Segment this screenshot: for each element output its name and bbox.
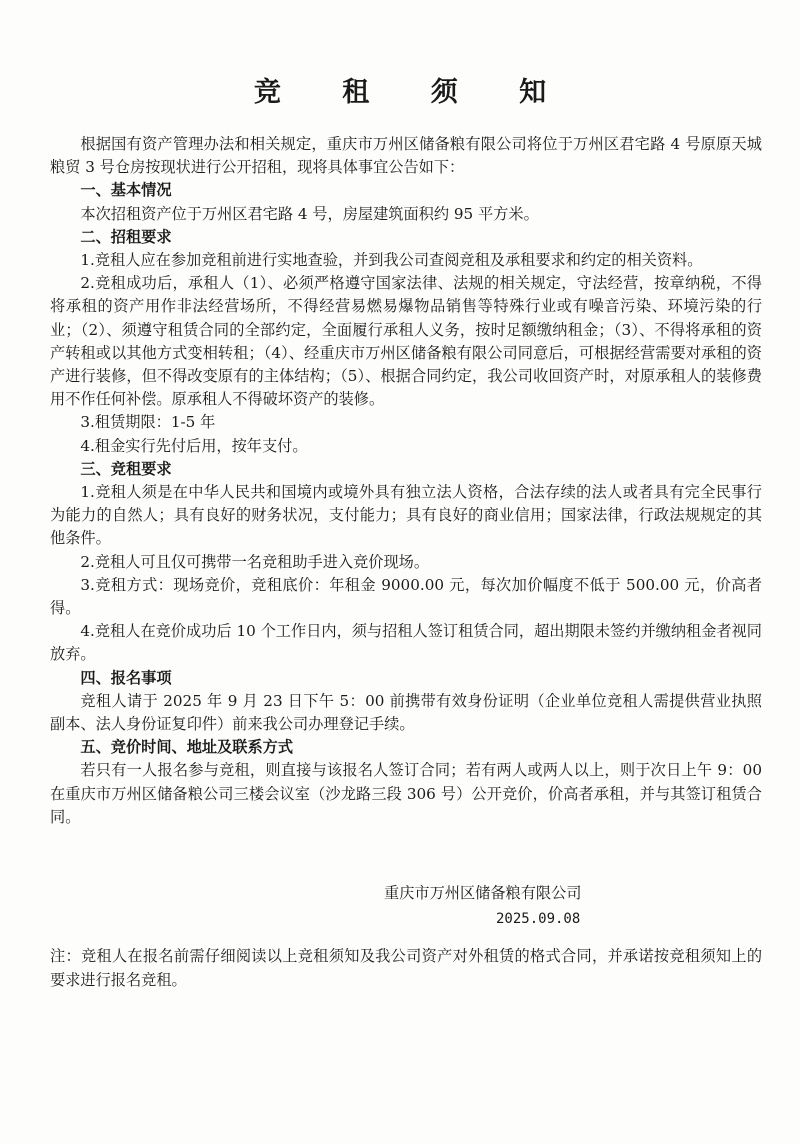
signature-company: 重庆市万州区储备粮有限公司 [384, 884, 582, 902]
section-heading-rental-requirements: 二、招租要求 [80, 227, 172, 246]
bidding-requirement-4: 4.竞租人在竞价成功后 10 个工作日内，须与招租人签订租赁合同，超出期限未签约并缴纳租金者视同放弃。 [50, 622, 762, 664]
section-heading-registration: 四、报名事项 [80, 668, 172, 687]
section-heading-bidding-requirements: 三、竞租要求 [80, 459, 172, 478]
rental-requirement-2: 2.竞租成功后，承租人（1）、必须严格遵守国家法律、法规的相关规定，守法经营，按章纳税，不得将承租的资产用作非法经营场所，不得经营易燃易爆物品销售等特殊行业或有噪音污染、环境污染的行业；（2）、须遵守租赁合同的全部约定，全面履行承租人义务，按时足额缴纳租金；（3）、不得将承租的资产转租或以其他方式变相转租；（4）、经重庆市万州区储备粮有限公司同意后，可根据经营需要对承租的资产进行装修，但不得改变原有的主体结构；（5）、根据合同约定，我公司收回资产时，对原承租人的装修费用不作任何补偿。原承租人不得破坏资产的装修。 [50, 274, 762, 409]
section-basic-info-paragraph: 本次招租资产位于万州区君宅路 4 号，房屋建筑面积约 95 平方米。 [80, 204, 539, 223]
document-body [50, 133, 762, 829]
bidding-requirement-3: 3.竞租方式：现场竞价，竞租底价：年租金 9000.00 元，每次加价幅度不低于 500.00 元，价高者得。 [50, 575, 762, 618]
section-heading-bidding-time-place: 五、竞价时间、地址及联系方式 [80, 738, 294, 757]
intro-paragraph: 根据国有资产管理办法和相关规定，重庆市万州区储备粮有限公司将位于万州区君宅路 4 号原原天城粮贸 3 号仓房按现状进行公开招租，现将具体事宜公告如下： [50, 135, 762, 177]
section-heading-basic-info: 一、基本情况 [80, 181, 172, 200]
rental-requirement-4: 4.租金实行先付后用，按年支付。 [80, 436, 308, 455]
bidding-requirement-1: 1.竞租人须是在中华人民共和国境内或境外具有独立法人资格，合法存续的法人或者具有完全民事行为能力的自然人；具有良好的财务状况，支付能力；具有良好的商业信用；国家法律，行政法规规定的其他条件。 [50, 483, 762, 548]
signature-date: 2025.09.08 [496, 911, 581, 927]
rental-requirement-1: 1.竞租人应在参加竞租前进行实地查验，并到我公司查阅竞租及承租要求和约定的相关资料。 [80, 251, 703, 270]
footnote: 注：竞租人在报名前需仔细阅读以上竞租须知及我公司资产对外租赁的格式合同，并承诺按竞租须知上的要求进行报名竞租。 [50, 947, 762, 989]
registration-paragraph: 竞租人请于 2025 年 9 月 23 日下午 5：00 前携带有效身份证明（企业单位竞租人需提供营业执照副本、法人身份证复印件）前来我公司办理登记手续。 [50, 691, 762, 734]
bidding-time-place-paragraph: 若只有一人报名参与竞租，则直接与该报名人签订合同；若有两人或两人以上，则于次日上午 9：00 在重庆市万州区储备粮公司三楼会议室（沙龙路三段 306 号）公开竞价，价高者承租，并与其签订租赁合同。 [50, 761, 762, 826]
bidding-requirement-2: 2.竞租人可且仅可携带一名竞租助手进入竞价现场。 [80, 552, 430, 571]
rental-requirement-3: 3.租赁期限：1-5 年 [80, 413, 216, 432]
document-title: 竞 租 须 知 [253, 77, 573, 108]
